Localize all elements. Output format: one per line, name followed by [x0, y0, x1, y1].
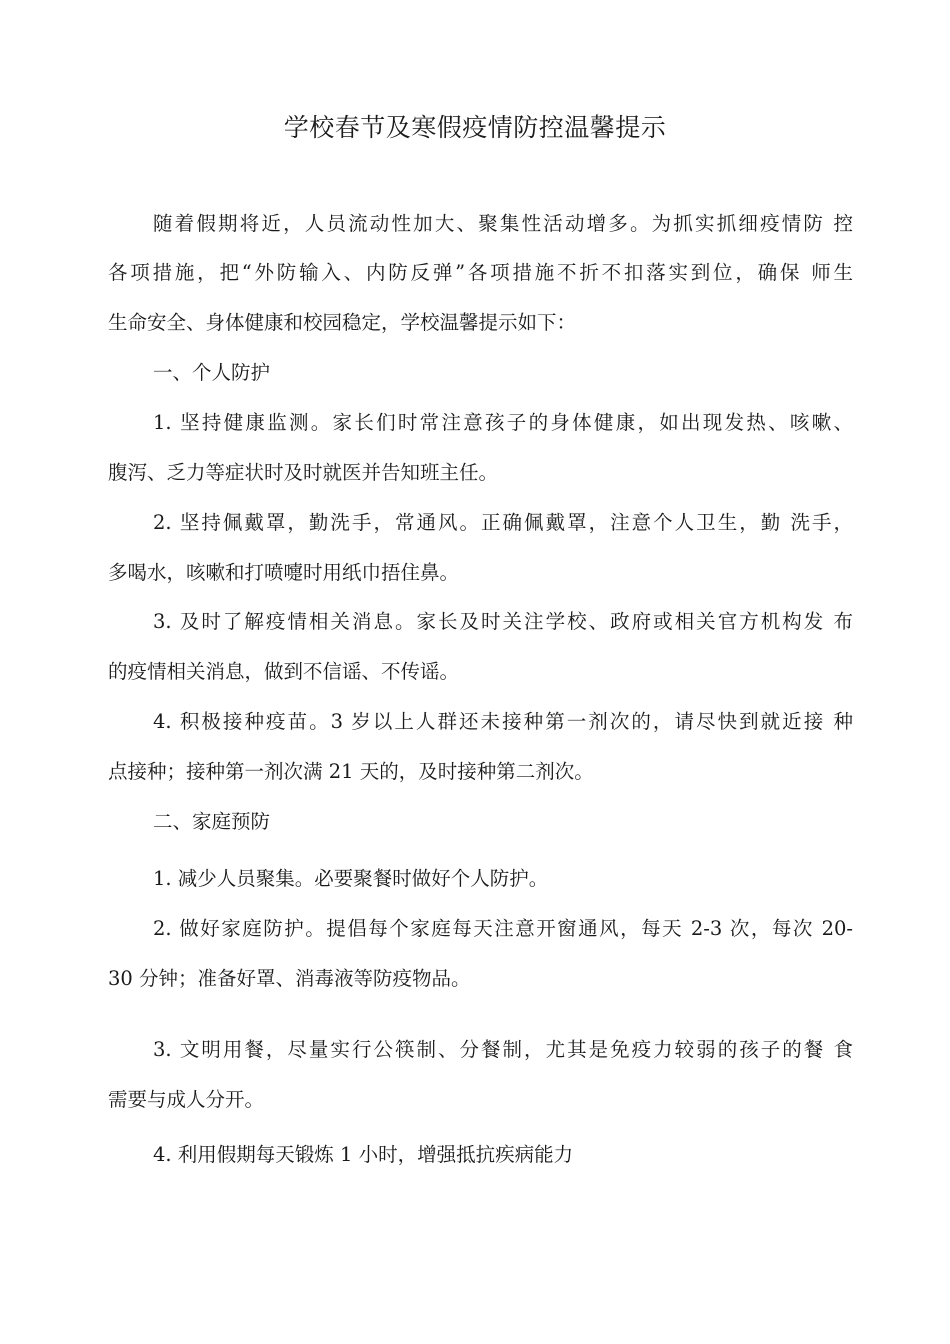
- section-1-item-3-line-2: 的疫情相关消息，做到不信谣、不传谣。: [108, 660, 460, 683]
- section-2-item-3-line-1: 3. 文明用餐，尽量实行公筷制、分餐制，尤其是免疫力较弱的孩子的餐 食: [153, 1038, 853, 1061]
- section-1-item-4-line-1: 4. 积极接种疫苗。3 岁以上人群还未接种第一剂次的，请尽快到就近接 种: [153, 710, 853, 733]
- section-1-heading: 一、个人防护: [153, 361, 271, 384]
- intro-line-1: 随着假期将近，人员流动性加大、聚集性活动增多。为抓实抓细疫情防 控: [153, 212, 853, 235]
- section-1-item-1-line-1: 1. 坚持健康监测。家长们时常注意孩子的身体健康，如出现发热、咳嗽、: [153, 411, 853, 434]
- section-1-item-1-line-2: 腹泻、乏力等症状时及时就医并告知班主任。: [108, 461, 499, 484]
- document-title: 学校春节及寒假疫情防控温馨提示: [283, 113, 667, 142]
- intro-line-3: 生命安全、身体健康和校园稳定，学校温馨提示如下：: [108, 311, 577, 334]
- section-1-item-2-line-2: 多喝水，咳嗽和打喷嚏时用纸巾捂住鼻。: [108, 561, 460, 584]
- section-2-item-1-line-1: 1. 减少人员聚集。必要聚餐时做好个人防护。: [153, 867, 549, 890]
- section-2-item-2-line-2: 30 分钟；准备好罩、消毒液等防疫物品。: [108, 967, 471, 990]
- section-2-item-3-line-2: 需要与成人分开。: [108, 1088, 265, 1111]
- section-2-heading: 二、家庭预防: [153, 810, 271, 833]
- section-1-item-2-line-1: 2. 坚持佩戴罩，勤洗手，常通风。正确佩戴罩，注意个人卫生，勤 洗手，: [153, 511, 853, 534]
- intro-line-2: 各项措施，把“外防输入、内防反弹”各项措施不折不扣落实到位，确保 师生: [108, 261, 853, 284]
- section-1-item-4-line-2: 点接种；接种第一剂次满 21 天的，及时接种第二剂次。: [108, 760, 594, 783]
- section-2-item-4-line-1: 4. 利用假期每天锻炼 1 小时，增强抵抗疾病能力: [153, 1143, 574, 1166]
- section-2-item-2-line-1: 2. 做好家庭防护。提倡每个家庭每天注意开窗通风，每天 2-3 次，每次 20-: [153, 917, 853, 940]
- section-1-item-3-line-1: 3. 及时了解疫情相关消息。家长及时关注学校、政府或相关官方机构发 布: [153, 610, 853, 633]
